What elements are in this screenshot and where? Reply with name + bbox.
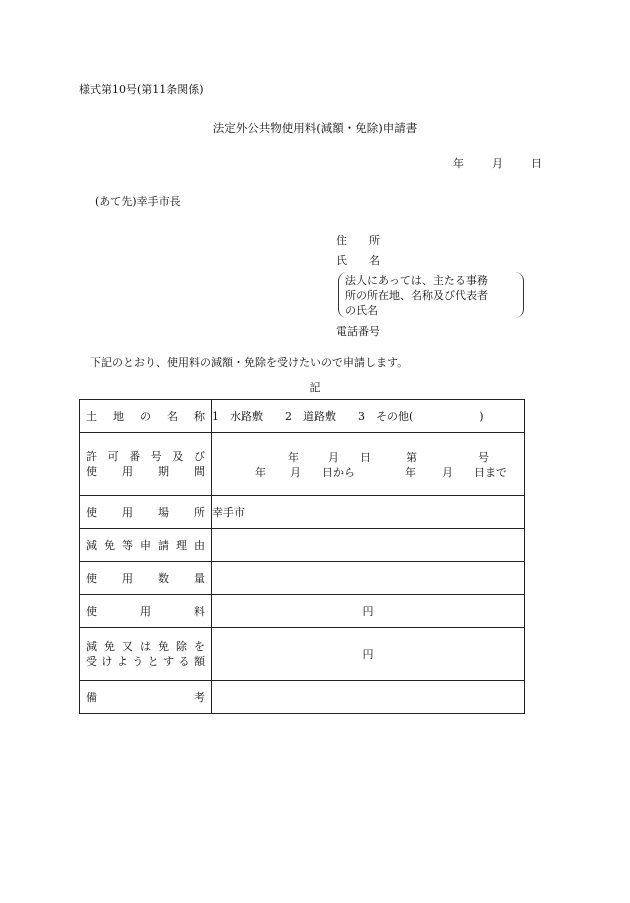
date-month: 月 bbox=[492, 157, 503, 170]
label-char: 使 bbox=[86, 604, 97, 618]
label-char: 考 bbox=[194, 690, 205, 704]
label-char: 料 bbox=[194, 604, 205, 618]
permit-number-line bbox=[212, 449, 524, 464]
label-char: 期 bbox=[158, 465, 169, 478]
label-char: け bbox=[101, 655, 113, 668]
table-row bbox=[80, 433, 525, 496]
label-char: 除 bbox=[176, 640, 187, 653]
label-char: び bbox=[193, 450, 205, 463]
permit-period-line bbox=[212, 464, 524, 479]
label-char: は bbox=[140, 640, 151, 653]
label-char: 所 bbox=[194, 505, 205, 519]
permit-field-text: 月 bbox=[328, 451, 339, 464]
label-char: 使 bbox=[86, 505, 97, 519]
permit-field-text: 月 bbox=[290, 466, 301, 479]
label-char: 場 bbox=[158, 505, 169, 519]
corporate-note-line: の氏名 bbox=[345, 304, 378, 317]
label-char: 用 bbox=[122, 465, 133, 478]
label-char: る bbox=[178, 655, 190, 668]
name-row bbox=[336, 250, 522, 270]
label-char: 量 bbox=[194, 571, 205, 585]
phone-label: 電話番号 bbox=[336, 325, 380, 338]
table-row bbox=[80, 595, 525, 628]
reason-value[interactable] bbox=[212, 529, 525, 562]
remarks-label bbox=[80, 681, 212, 714]
label-char: 免 bbox=[104, 538, 115, 552]
reduction-value[interactable]: 円 bbox=[212, 628, 525, 681]
location-value[interactable]: 幸手市 bbox=[212, 496, 525, 529]
label-char: う bbox=[132, 655, 144, 668]
label-char: を bbox=[194, 640, 205, 653]
label-char: と bbox=[147, 655, 159, 668]
label-char: 使 bbox=[86, 465, 97, 478]
table-row bbox=[80, 681, 525, 714]
label-char: 減 bbox=[86, 640, 97, 653]
label-char: 及 bbox=[172, 450, 184, 463]
land-name-options[interactable]: 1 水路敷 2 道路敷 3 その他( ) bbox=[212, 400, 525, 433]
corporate-note-line: 法人にあっては、主たる事務 bbox=[345, 274, 488, 287]
table-row bbox=[80, 562, 525, 595]
permit-field-text: 日 bbox=[360, 451, 371, 464]
label-char: 減 bbox=[86, 538, 97, 552]
permit-field-text: 月 bbox=[442, 466, 453, 479]
date-line bbox=[453, 155, 542, 171]
application-table bbox=[79, 399, 525, 714]
label-char: 又 bbox=[122, 640, 133, 653]
permit-field-text: 年 bbox=[255, 466, 266, 479]
reduction-label bbox=[80, 628, 212, 681]
label-char: 名 bbox=[167, 409, 178, 423]
name-label-char: 氏 bbox=[336, 254, 347, 267]
label-char: 免 bbox=[158, 640, 169, 653]
corporate-note bbox=[338, 272, 524, 318]
label-char: 号 bbox=[150, 450, 162, 463]
addressee: (あて先)幸手市長 bbox=[95, 195, 181, 208]
label-char: 等 bbox=[122, 538, 133, 552]
label-char: 地 bbox=[113, 409, 124, 423]
fee-label bbox=[80, 595, 212, 628]
label-char: 間 bbox=[194, 465, 205, 478]
label-char: 土 bbox=[86, 409, 97, 423]
address-label-char: 住 bbox=[336, 234, 347, 247]
preamble: 下記のとおり、使用料の減額・免除を受けたいので申請します。 bbox=[90, 356, 409, 369]
table-row bbox=[80, 496, 525, 529]
name-label-char: 名 bbox=[369, 254, 380, 267]
form-number: 様式第10号(第11条関係) bbox=[79, 83, 204, 96]
address-row bbox=[336, 230, 522, 250]
remarks-value[interactable] bbox=[212, 681, 525, 714]
permit-field-text: 年 bbox=[288, 451, 299, 464]
location-label bbox=[80, 496, 212, 529]
phone-row bbox=[336, 321, 522, 341]
table-row bbox=[80, 529, 525, 562]
document-title: 法定外公共物使用料(減額・免除)申請書 bbox=[212, 121, 418, 135]
label-char: 使 bbox=[86, 571, 97, 585]
label-char: 額 bbox=[193, 655, 205, 668]
label-char: 番 bbox=[129, 450, 141, 463]
label-char: 免 bbox=[104, 640, 115, 653]
applicant-block bbox=[336, 230, 522, 341]
label-char: 用 bbox=[140, 604, 151, 618]
label-char: 受 bbox=[86, 655, 97, 668]
corporate-note-line: 所の所在地、名称及び代表者 bbox=[345, 289, 488, 302]
address-label-char: 所 bbox=[369, 234, 380, 247]
quantity-value[interactable] bbox=[212, 562, 525, 595]
label-char: 由 bbox=[194, 538, 205, 552]
label-char: の bbox=[140, 409, 151, 423]
label-char: 許 bbox=[86, 450, 97, 463]
label-char: 用 bbox=[122, 505, 133, 519]
label-char: 可 bbox=[107, 450, 119, 463]
table-row bbox=[80, 400, 525, 433]
date-day: 日 bbox=[531, 157, 542, 170]
permit-field-text: 日から bbox=[322, 466, 355, 479]
permit-field-text: 第 bbox=[406, 451, 417, 464]
label-char: 申 bbox=[140, 538, 151, 552]
permit-value[interactable] bbox=[212, 433, 525, 496]
permit-field-text: 号 bbox=[478, 451, 489, 464]
label-char: よ bbox=[116, 655, 128, 668]
label-char: 備 bbox=[86, 690, 97, 704]
label-char: 数 bbox=[158, 571, 169, 585]
label-char: す bbox=[163, 655, 175, 668]
ki-heading: 記 bbox=[309, 381, 321, 394]
land-name-label bbox=[80, 400, 212, 433]
date-year: 年 bbox=[453, 157, 464, 170]
label-char: 称 bbox=[194, 409, 205, 423]
table-row bbox=[80, 628, 525, 681]
fee-value[interactable]: 円 bbox=[212, 595, 525, 628]
label-char: 請 bbox=[158, 538, 169, 552]
permit-label bbox=[80, 433, 212, 496]
permit-field-text: 日まで bbox=[474, 466, 507, 479]
label-char: 理 bbox=[176, 538, 187, 552]
reason-label bbox=[80, 529, 212, 562]
permit-field-text: 年 bbox=[405, 466, 416, 479]
quantity-label bbox=[80, 562, 212, 595]
label-char: 用 bbox=[122, 571, 133, 585]
